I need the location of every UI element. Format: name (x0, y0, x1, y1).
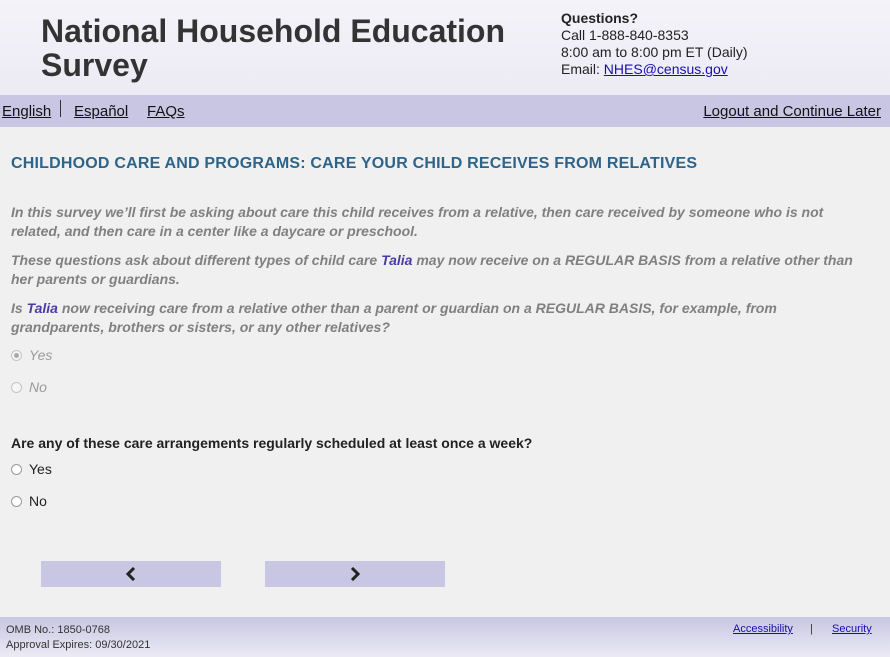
nav-divider (60, 100, 61, 117)
radio-no[interactable] (11, 496, 22, 507)
english-link[interactable]: English (2, 103, 52, 120)
footer (0, 617, 890, 657)
q1-text-b: now receiving care from a relative other than a parent or guardian on a REGULAR BASIS, for example, from grandparents, brothers or sisters, or any other relatives? (11, 300, 777, 335)
next-button[interactable] (265, 561, 445, 587)
intro-paragraph: In this survey we’ll first be asking about care this child receives from a relative, then care received by someone who is not related, and then care in a center like a daycare or preschool. (11, 204, 824, 239)
intro2-text-b: may now receive on a REGULAR BASIS from a relative other than her parents or guardians. (11, 252, 853, 287)
q2-option-yes[interactable] (11, 461, 52, 477)
omb-info (6, 623, 150, 653)
question-1 (11, 299, 871, 337)
email-link[interactable]: NHES@census.gov (603, 61, 728, 77)
intro2-text-a: These questions ask about different types of child care (11, 252, 382, 268)
contact-info (561, 10, 747, 78)
radio-label: Yes (29, 347, 53, 363)
nav-bar (0, 95, 890, 127)
chevron-right-icon (349, 567, 361, 581)
faqs-link[interactable]: FAQs (147, 103, 185, 120)
email-line (561, 61, 747, 78)
question-2: Are any of these care arrangements regularly scheduled at least once a week? (11, 435, 533, 451)
email-prefix: Email: (561, 61, 604, 77)
omb-number: OMB No.: 1850-0768 (6, 624, 110, 636)
radio-yes-disabled (11, 350, 22, 361)
approval-expiry: Approval Expires: 09/30/2021 (6, 639, 151, 651)
questions-label: Questions? (561, 10, 639, 26)
radio-label: No (29, 379, 47, 395)
header (0, 0, 890, 95)
radio-label[interactable]: No (29, 493, 47, 509)
radio-no-disabled (11, 382, 22, 393)
q1-option-yes (11, 347, 52, 363)
q2-option-no[interactable] (11, 493, 47, 509)
q1-option-no (11, 379, 47, 395)
accessibility-link[interactable]: Accessibility (733, 623, 793, 635)
child-name: Talia (381, 252, 413, 268)
radio-yes[interactable] (11, 464, 22, 475)
intro-paragraph-2 (11, 251, 871, 289)
q1-text-a: Is (11, 300, 27, 316)
main-content (0, 127, 890, 617)
hours-text: 8:00 am to 8:00 pm ET (Daily) (561, 44, 748, 60)
previous-button[interactable] (41, 561, 221, 587)
chevron-left-icon (125, 567, 137, 581)
phone-text: Call 1-888-840-8353 (561, 27, 689, 43)
radio-label[interactable]: Yes (29, 461, 52, 477)
security-link[interactable]: Security (832, 623, 872, 635)
logout-link[interactable]: Logout and Continue Later (703, 103, 881, 120)
survey-title: National Household Education Survey (41, 13, 506, 83)
child-name: Talia (26, 300, 58, 316)
espanol-link[interactable]: Español (74, 103, 129, 120)
section-title: CHILDHOOD CARE AND PROGRAMS: CARE YOUR CHILD RECEIVES FROM RELATIVES (11, 155, 698, 172)
footer-divider: | (810, 623, 813, 635)
